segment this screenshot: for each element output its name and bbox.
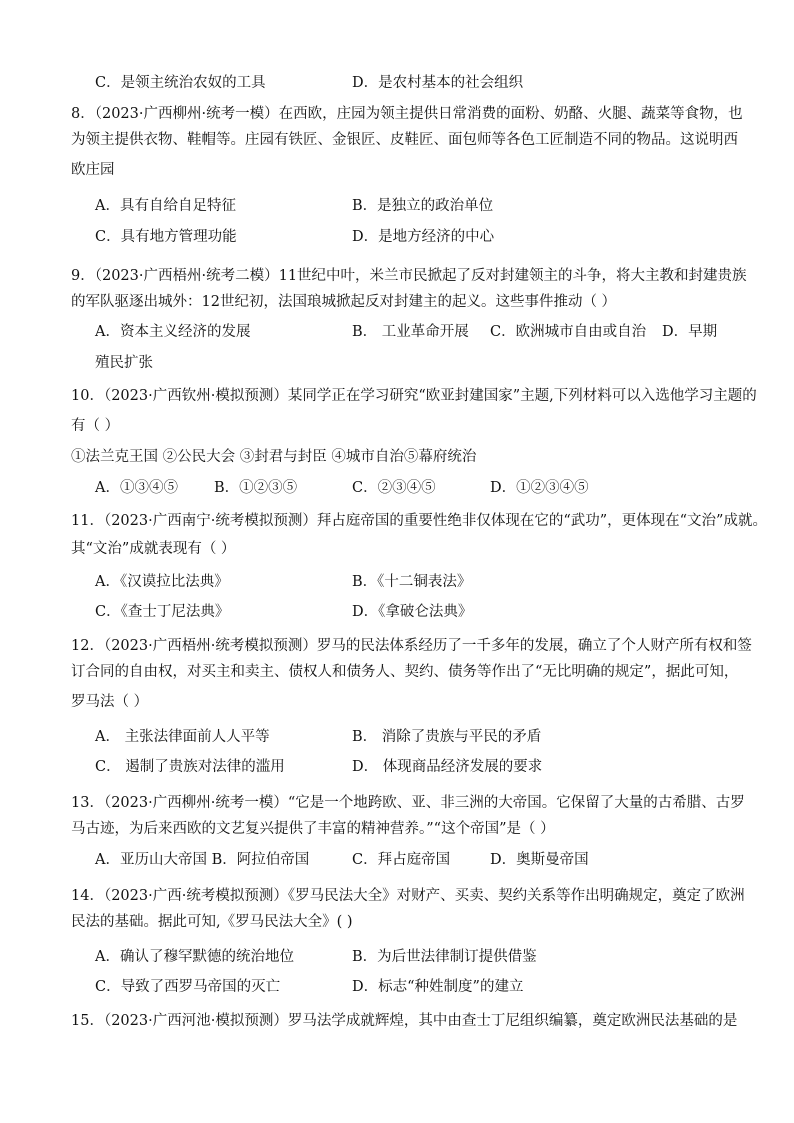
text-line: 14．（2023·广西·统考模拟预测）《罗马民法大全》对财产、买卖、契约关系等作出明确规定，奠定了欧洲 bbox=[71, 888, 745, 904]
option-text: A．亚历山大帝国 B．阿拉伯帝国 bbox=[95, 852, 310, 868]
option-text: D． 体现商品经济发展的要求 bbox=[352, 759, 543, 775]
option-text: B．为后世法律制订提供借鉴 bbox=[352, 949, 537, 965]
option-text: D．是农村基本的社会组织 bbox=[352, 75, 524, 91]
text-line: 12．（2023·广西梧州·统考模拟预测）罗马的民法体系经历了一千多年的发展，确立了个人财产所有权和签 bbox=[71, 638, 752, 654]
text-line: 欧庄园 bbox=[71, 162, 115, 178]
text-line: 13．（2023·广西柳州·统考一模）“它是一个地跨欧、亚、非三洲的大帝国。它保留了大量的古希腊、古罗 bbox=[71, 795, 745, 811]
text-line: 民法的基础。据此可知,《罗马民法大全》( ) bbox=[71, 914, 353, 930]
option-text: D．是地方经济的中心 bbox=[352, 229, 495, 245]
text-line: 为领主提供衣物、鞋帽等。庄园有铁匠、金银匠、皮鞋匠、面包师等各色工匠制造不同的物品。这说明西 bbox=[71, 132, 738, 148]
text-line: 其“文治”成就表现有（ ） bbox=[71, 541, 236, 557]
text-line: 有（ ） bbox=[71, 418, 120, 434]
text-line: 马古迹，为后来西欧的文艺复兴提供了丰富的精神营养。”“这个帝国”是（ ） bbox=[71, 821, 555, 837]
option-text: C． 遏制了贵族对法律的滥用 bbox=[95, 759, 285, 775]
option-text: A．资本主义经济的发展 bbox=[95, 324, 251, 340]
option-text: B．是独立的政治单位 bbox=[352, 198, 494, 214]
option-text: D．早期 bbox=[662, 324, 718, 340]
option-text: D．奥斯曼帝国 bbox=[490, 852, 589, 868]
option-text: C．是领主统治农奴的工具 bbox=[95, 75, 266, 91]
option-text: A．具有自给自足特征 bbox=[95, 198, 236, 214]
option-text: B． 工业革命开展 bbox=[352, 324, 469, 340]
text-line: 9．（2023·广西梧州·统考二模）11世纪中叶，米兰市民掀起了反对封建领主的斗争，将大主教和封建贵族 bbox=[71, 268, 747, 284]
option-text: C．具有地方管理功能 bbox=[95, 229, 237, 245]
option-text: D．标志“种姓制度”的建立 bbox=[352, 979, 524, 995]
option-text: C．拜占庭帝国 bbox=[352, 852, 451, 868]
option-text: C．《查士丁尼法典》 bbox=[95, 604, 230, 620]
text-line: 8．（2023·广西柳州·统考一模）在西欧，庄园为领主提供日常消费的面粉、奶酪、火腿、蔬菜等食物，也 bbox=[71, 106, 743, 122]
option-text: A．①③④⑤ bbox=[95, 480, 178, 496]
option-text: D．①②③④⑤ bbox=[490, 480, 589, 496]
text-line: 罗马法（ ） bbox=[71, 694, 149, 710]
option-text: A．确认了穆罕默德的统治地位 bbox=[95, 949, 294, 965]
option-text: B．①②③⑤ bbox=[214, 480, 298, 496]
text-line: 15．（2023·广西河池·模拟预测）罗马法学成就辉煌，其中由查士丁尼组织编纂，奠定欧洲民法基础的是 bbox=[71, 1013, 738, 1029]
option-text: D．《拿破仑法典》 bbox=[352, 604, 473, 620]
option-text: C．②③④⑤ bbox=[352, 480, 436, 496]
text-line: 的军队驱逐出城外：12世纪初，法国琅城掀起反对封建主的起义。这些事件推动（ ） bbox=[71, 294, 617, 310]
text-line: 10．（2023·广西钦州·模拟预测）某同学正在学习研究“欧亚封建国家”主题,下列材料可以入选他学习主题的 bbox=[71, 388, 757, 404]
text-line: ①法兰克王国 ②公民大会 ③封君与封臣 ④城市自治⑤幕府统治 bbox=[71, 449, 477, 465]
option-text: B． 消除了贵族与平民的矛盾 bbox=[352, 729, 542, 745]
option-text: A． 主张法律面前人人平等 bbox=[95, 729, 270, 745]
text-line: 订合同的自由权，对买主和卖主、债权人和债务人、契约、债务等作出了“无比明确的规定”，据此可知， bbox=[71, 664, 739, 680]
option-text: C．欧洲城市自由或自治 bbox=[490, 324, 647, 340]
option-text: C．导致了西罗马帝国的灭亡 bbox=[95, 979, 281, 995]
option-text: A．《汉谟拉比法典》 bbox=[95, 574, 229, 590]
text-line: 殖民扩张 bbox=[95, 355, 153, 371]
text-line: 11．（2023·广西南宁·统考模拟预测）拜占庭帝国的重要性绝非仅体现在它的“武功”，更体现在“文治”成就。 bbox=[71, 513, 767, 529]
option-text: B．《十二铜表法》 bbox=[352, 574, 472, 590]
